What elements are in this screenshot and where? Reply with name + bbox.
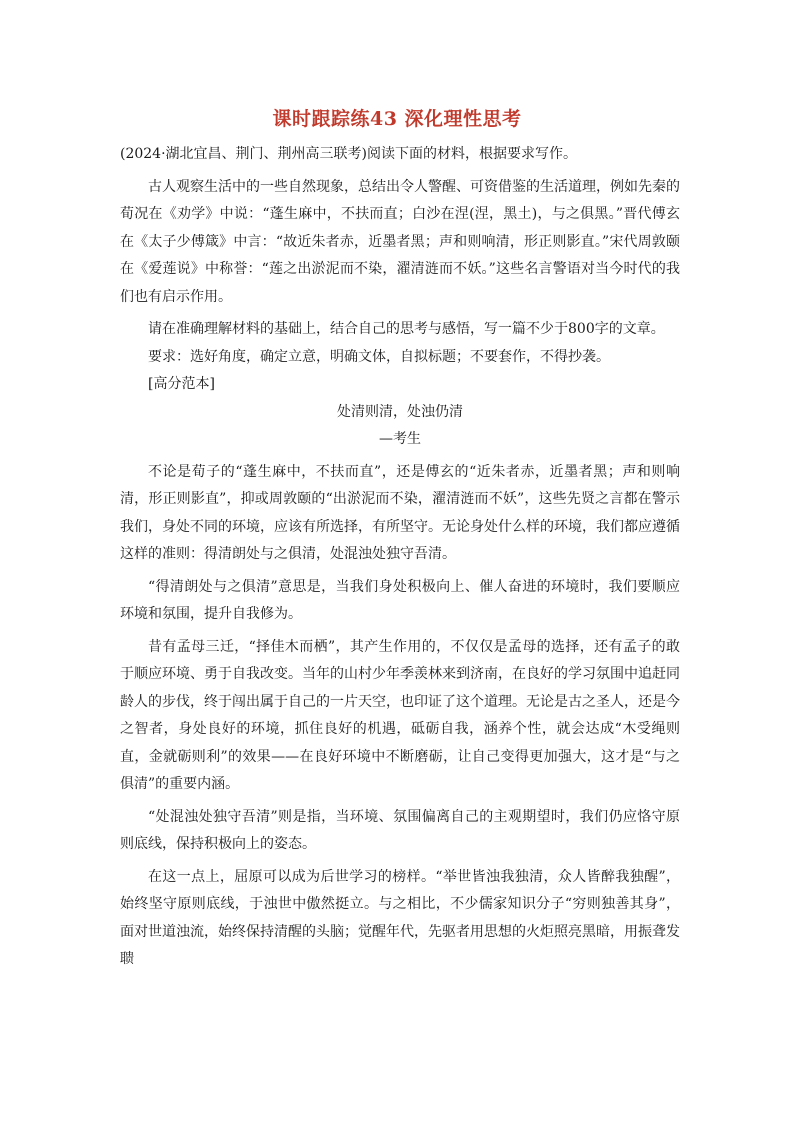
essay-title: 处清则清，处浊仍清	[337, 403, 463, 420]
prompt-instruction: 请在准确理解材料的基础上，结合自己的思考与感悟，写一篇不少于800字的文章。	[148, 321, 665, 337]
essay-paragraph: “处混浊处独守吾清”则是指，当环境、氛围偏离自己的主观期望时，我们仍应恪守原则底线，保持积极向上的姿态。	[120, 808, 680, 852]
prompt-source: (2024·湖北宜昌、荆门、荆州高三联考)阅读下面的材料，根据要求写作。	[120, 146, 578, 162]
essay-paragraph: 不论是荀子的“蓬生麻中，不扶而直”，还是傅玄的“近朱者赤，近墨者黑；声和则响清，形正则影直”，抑或周敦颐的“出淤泥而不染，濯清涟而不妖”，这些先贤之言都在警示我们，身处不同的环境，应该有所选择，有所坚守。无论身处什么样的环境，我们都应遵循这样的准则：得清朗处与之俱清，处混浊处独守吾清。	[120, 463, 680, 562]
essay-paragraph: 昔有孟母三迁，“择佳木而栖”，其产生作用的，不仅仅是孟母的选择，还有孟子的敢于顺应环境、勇于自我改变。当年的山村少年季羡林来到济南，在良好的学习氛围中追赶同龄人的步伐，终于闯出属于自己的一片天空，也印证了这个道理。无论是古之圣人，还是今之智者，身处良好的环境，抓住良好的机遇，砥砺自我，涵养个性，就会达成“木受绳则直，金就砺则利”的效果——在良好环境中不断磨砺，让自己变得更加强大，这才是“与之俱清”的重要内涵。	[120, 638, 680, 792]
page-title: 课时跟踪练43 深化理性思考	[272, 108, 522, 130]
sample-label: [高分范本]	[148, 376, 215, 392]
essay-author: —考生	[379, 431, 421, 447]
essay-paragraph: 在这一点上，屈原可以成为后世学习的榜样。“举世皆浊我独清，众人皆醉我独醒”，始终坚守原则底线，于浊世中傲然挺立。与之相比，不少儒家知识分子“穷则独善其身”，面对世道浊流，始终保持清醒的头脑；觉醒年代，先驱者用思想的火炬照亮黑暗，用振聋发聩	[120, 868, 680, 967]
prompt-material: 古人观察生活中的一些自然现象，总结出令人警醒、可资借鉴的生活道理，例如先秦的荀况在《劝学》中说：“蓬生麻中，不扶而直；白沙在涅(涅，黑土)，与之俱黑。”晋代傅玄在《太子少傅箴》中言：“故近朱者赤，近墨者黑；声和则响清，形正则影直。”宋代周敦颐在《爱莲说》中称誉：“莲之出淤泥而不染，濯清涟而不妖。”这些名言警语对当今时代的我们也有启示作用。	[120, 178, 680, 305]
prompt-section	[120, 141, 680, 974]
essay-paragraph: “得清朗处与之俱清”意思是，当我们身处积极向上、催人奋进的环境时，我们要顺应环境和氛围，提升自我修为。	[120, 578, 680, 622]
prompt-requirements: 要求：选好角度，确定立意，明确文体，自拟标题；不要套作，不得抄袭。	[148, 348, 610, 365]
